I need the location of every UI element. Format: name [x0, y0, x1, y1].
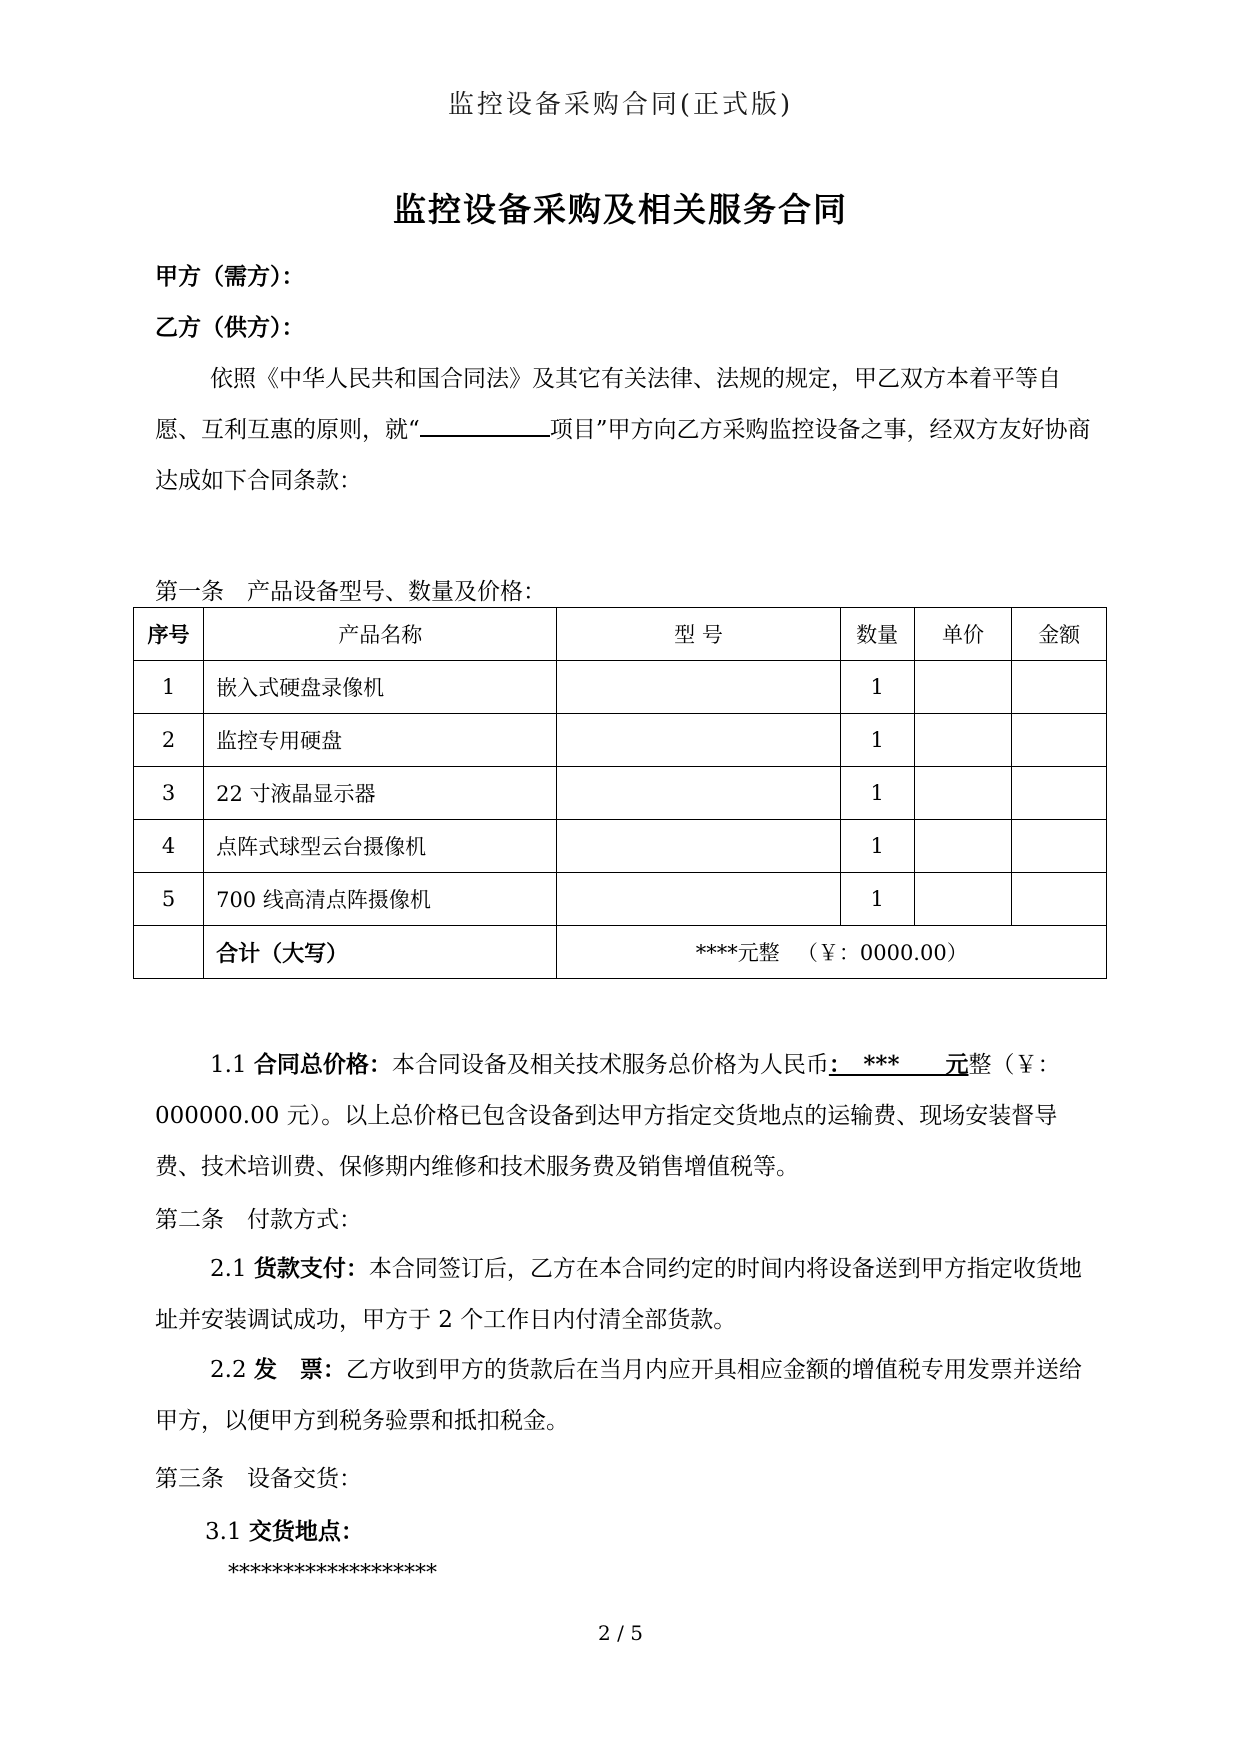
clause-1-1	[155, 1039, 1095, 1193]
clause-2-1-text: 本合同签订后，乙方在本合同约定的时间内将设备送到甲方指定收货地址并安装调试成功，甲方于 2 个工作日内付清全部货款。	[155, 1256, 1082, 1333]
row-amount	[1012, 661, 1107, 714]
row-amount	[1012, 873, 1107, 926]
row-name: 监控专用硬盘	[204, 714, 557, 767]
row-no: 4	[134, 820, 204, 873]
row-price	[914, 873, 1012, 926]
row-amount	[1012, 767, 1107, 820]
table-header-row	[134, 608, 1107, 661]
clause-2-2	[155, 1344, 1095, 1447]
row-no: 1	[134, 661, 204, 714]
table-row	[134, 820, 1107, 873]
col-header-price: 单价	[914, 608, 1012, 661]
col-header-amount: 金额	[1012, 608, 1107, 661]
intro-text-2: 项目”甲方向乙方采购监控设备之事，经双方友好协商达成如下合同条款：	[155, 417, 1091, 494]
contract-amount-field: ： *** 元	[828, 1051, 969, 1078]
contract-title: 监控设备采购及相关服务合同	[393, 190, 848, 229]
col-header-qty: 数量	[840, 608, 914, 661]
table-total-row	[134, 926, 1107, 979]
row-price	[914, 767, 1012, 820]
article-1-heading: 第一条 产品设备型号、数量及价格：	[155, 579, 546, 605]
row-price	[914, 714, 1012, 767]
clause-1-1-text-b: 整（￥：000000.00 元）。以上总价格已包含设备到达甲方指定交货地点的运输费、现场安装督导费、技术培训费、保修期内维修和技术服务费及销售增值税等。	[155, 1052, 1061, 1180]
row-no: 2	[134, 714, 204, 767]
col-header-name: 产品名称	[204, 608, 557, 661]
row-model	[557, 661, 840, 714]
party-a-line: 甲方（需方）：	[155, 263, 305, 290]
total-row-no	[134, 926, 204, 979]
clause-2-1-label: 货款支付：	[253, 1255, 369, 1282]
table-row	[134, 873, 1107, 926]
clause-2-1-number: 2.1	[210, 1256, 254, 1282]
clause-2-1	[155, 1243, 1095, 1346]
article-3-heading: 第三条 设备交货：	[155, 1466, 362, 1492]
row-qty: 1	[840, 714, 914, 767]
delivery-address-placeholder: *******************	[228, 1561, 437, 1586]
party-b-line: 乙方（供方）：	[155, 314, 305, 341]
project-name-blank	[420, 413, 550, 437]
row-qty: 1	[840, 820, 914, 873]
col-header-no: 序号	[134, 608, 204, 661]
table-row	[134, 661, 1107, 714]
clause-3-1	[205, 1513, 364, 1546]
total-value: ****元整 （￥：0000.00）	[557, 926, 1107, 979]
row-price	[914, 820, 1012, 873]
row-amount	[1012, 714, 1107, 767]
row-no: 5	[134, 873, 204, 926]
row-name: 22 寸液晶显示器	[204, 767, 557, 820]
clause-2-2-text: 乙方收到甲方的货款后在当月内应开具相应金额的增值税专用发票并送给甲方，以便甲方到税务验票和抵扣税金。	[155, 1357, 1082, 1434]
intro-paragraph	[155, 354, 1095, 507]
clause-1-1-text-a: 本合同设备及相关技术服务总价格为人民币	[391, 1052, 829, 1078]
clause-1-1-number: 1.1	[210, 1052, 254, 1078]
row-no: 3	[134, 767, 204, 820]
row-model	[557, 767, 840, 820]
row-qty: 1	[840, 873, 914, 926]
clause-1-1-label: 合同总价格：	[253, 1051, 392, 1078]
row-model	[557, 873, 840, 926]
row-model	[557, 820, 840, 873]
clause-2-2-label: 发 票：	[253, 1356, 346, 1383]
clause-2-2-number: 2.2	[210, 1357, 254, 1383]
row-qty: 1	[840, 767, 914, 820]
intro-text-1: 依照《中华人民共和国合同法》及其它有关法律、法规的规定，甲乙双方本着平等自愿、互利互惠的原则，就“	[155, 366, 1061, 443]
row-price	[914, 661, 1012, 714]
row-name: 700 线高清点阵摄像机	[204, 873, 557, 926]
table-row	[134, 714, 1107, 767]
row-name: 嵌入式硬盘录像机	[204, 661, 557, 714]
col-header-model: 型 号	[557, 608, 840, 661]
row-model	[557, 714, 840, 767]
table-row	[134, 767, 1107, 820]
clause-3-1-label: 交货地点：	[248, 1518, 364, 1545]
product-table	[133, 607, 1107, 979]
row-name: 点阵式球型云台摄像机	[204, 820, 557, 873]
total-label: 合计（大写）	[204, 926, 557, 979]
article-2-heading: 第二条 付款方式：	[155, 1207, 362, 1233]
page-number: 2 / 5	[598, 1621, 643, 1645]
row-qty: 1	[840, 661, 914, 714]
row-amount	[1012, 820, 1107, 873]
page-header: 监控设备采购合同(正式版)	[447, 90, 794, 120]
clause-3-1-number: 3.1	[205, 1519, 249, 1545]
